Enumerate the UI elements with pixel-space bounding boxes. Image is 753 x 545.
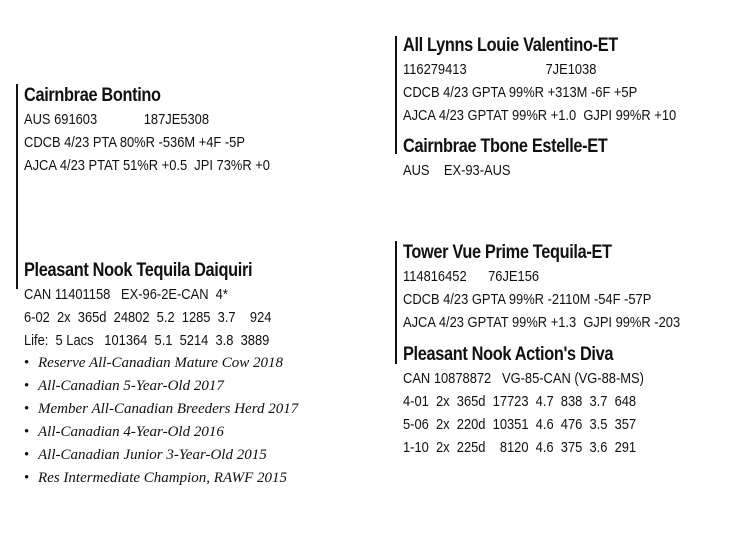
sire-block — [24, 84, 310, 177]
dam-sire-cdcb-proof: CDCB 4/23 GPTA 99%R -2110M -54F -57P — [403, 291, 652, 308]
award-item: • All-Canadian 5-Year-Old 2017 — [24, 375, 312, 398]
dam-dam-record: 4-01 2x 365d 17723 4.7 838 3.7 648 — [403, 393, 637, 410]
bullet-icon: • — [24, 378, 30, 394]
bullet-icon: • — [24, 447, 30, 463]
bullet-icon: • — [24, 355, 30, 371]
pedigree-line-dam — [395, 241, 397, 364]
dam-record: 6-02 2x 365d 24802 5.2 1285 3.7 924 — [24, 309, 272, 326]
dam-dam-name: Pleasant Nook Action's Diva — [403, 344, 614, 365]
sire-dam-block — [403, 135, 641, 182]
award-item: • All-Canadian Junior 3-Year-Old 2015 — [24, 444, 312, 467]
sire-sire-block — [403, 34, 721, 127]
dam-lifetime: Life: 5 Lacs 101364 5.1 5214 3.8 3889 — [24, 332, 270, 349]
sire-sire-ajca-proof: AJCA 4/23 GPTAT 99%R +1.0 GJPI 99%R +10 — [403, 107, 677, 124]
dam-block — [24, 259, 312, 490]
dam-dam-record: 5-06 2x 220d 10351 4.6 476 3.5 357 — [403, 416, 637, 433]
bullet-icon: • — [24, 424, 30, 440]
dam-registration: CAN 11401158 EX-96-2E-CAN 4* — [24, 286, 228, 303]
dam-sire-ajca-proof: AJCA 4/23 GPTAT 99%R +1.3 GJPI 99%R -203 — [403, 314, 681, 331]
award-item: • All-Canadian 4-Year-Old 2016 — [24, 421, 312, 444]
dam-sire-block — [403, 241, 725, 334]
award-item: • Reserve All-Canadian Mature Cow 2018 — [24, 352, 312, 375]
sire-registration: AUS 691603 187JE5308 — [24, 111, 210, 128]
sire-dam-classification: AUS EX-93-AUS — [403, 162, 511, 179]
sire-name: Cairnbrae Bontino — [24, 85, 161, 106]
sire-sire-name: All Lynns Louie Valentino-ET — [403, 35, 618, 56]
dam-dam-record: 1-10 2x 225d 8120 4.6 375 3.6 291 — [403, 439, 637, 456]
dam-sire-registration: 114816452 76JE156 — [403, 268, 540, 285]
bullet-icon: • — [24, 470, 30, 486]
dam-dam-registration: CAN 10878872 VG-85-CAN (VG-88-MS) — [403, 370, 644, 387]
dam-sire-name: Tower Vue Prime Tequila-ET — [403, 242, 612, 263]
dam-awards-list — [24, 352, 312, 490]
pedigree-line-sire — [395, 36, 397, 154]
award-item: • Member All-Canadian Breeders Herd 2017 — [24, 398, 312, 421]
sire-dam-name: Cairnbrae Tbone Estelle-ET — [403, 136, 608, 157]
award-item: • Res Intermediate Champion, RAWF 2015 — [24, 467, 312, 490]
pedigree-line-main — [16, 84, 18, 289]
sire-sire-cdcb-proof: CDCB 4/23 GPTA 99%R +313M -6F +5P — [403, 84, 638, 101]
dam-dam-block — [403, 343, 683, 459]
bullet-icon: • — [24, 401, 30, 417]
sire-sire-registration: 116279413 7JE1038 — [403, 61, 597, 78]
sire-cdcb-proof: CDCB 4/23 PTA 80%R -536M +4F -5P — [24, 134, 245, 151]
dam-name: Pleasant Nook Tequila Daiquiri — [24, 260, 253, 281]
sire-ajca-proof: AJCA 4/23 PTAT 51%R +0.5 JPI 73%R +0 — [24, 157, 270, 174]
